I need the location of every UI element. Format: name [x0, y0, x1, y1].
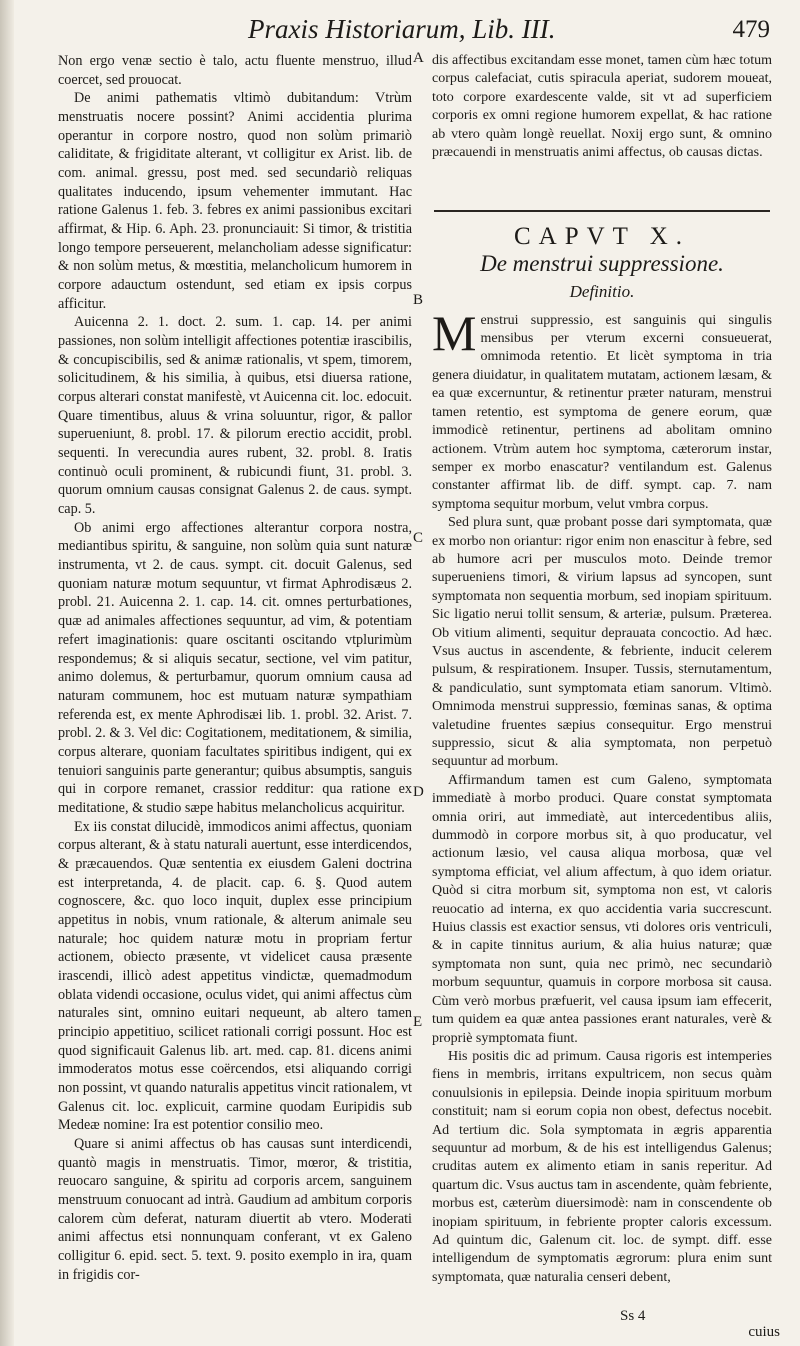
- chapter-subtitle: De menstrui suppressione.: [480, 250, 724, 276]
- paragraph: Quare si animi affectus ob has causas sunt interdicendi, quantò magis in menstruatis. Timor, mœror, & tristitia, reuocaro sanguine, & spiritu ad corporis arcem, sanguinem menstruum conuocant ad intrà. Gaudium ad ambitum corporis calorem cùm deferat, naturam diuertit ab vtero. Moderati animi affectus etsi nonnunquam conferant, vt ex Galeno colligitur 6. epid. sect. 5. text. 9. posito exemplo in ira, quam in frigidis cor-: [58, 1135, 412, 1283]
- paragraph: Sed plura sunt, quæ probant posse dari symptomata, quæ ex morbo non oriantur: rigor enim non enascitur à febre, sed ab humore acri per musculos moto. Deinde tremor superueniens timori, & virium lapsus ad syncopen, sunt symptomata non sequentia morbum, sed inopiam spirituum. Sic ligatio nerui tollit sensum, & arteriæ, pulsum. Præterea. Ob vitium alimenti, sequitur deprauata concoctio. Ad hæc. Vsus auctus in ascendente, & febriente, inducit celerem pulsum, & respirationem. Insuper. Tussis, sternutamentum, & pandiculatio, sunt symptomata etiam sanorum. Vltimò. Omnimoda menstrui suppressio, fœminas sanas, & optima valetudine fruentes sæpius consequitur. Ergo menstrui suppressio, sicut & alia symptomata, non perpetuò sequuntur ad morbum.: [432, 515, 772, 770]
- margin-letter-d: D: [413, 784, 424, 800]
- paragraph-text: enstrui suppressio, est sanguinis qui singulis mensibus per vterum excerni consueuerat, omnimoda retentio. Et licèt symptoma in tria genera diuidatur, in qualitatem mutatam, actionem læsam, & ea quæ excernuntur, & retinentur præter naturam, menstrui tamen retentio, est symptoma de genere eorum, quæ immodicè retinentur, pertinens ad abolitam omnino actionem. Vtrùm autem hoc symptoma, cæterorum instar, semper ex morbo enascatur? ventilandum est. Galenus constanter affirmat lib. de diff. sympt. cap. 7. nam symptoma sequitur morbum, velut vmbra corpus.: [432, 312, 772, 512]
- left-column: [58, 52, 412, 1284]
- paragraph: Auicenna 2. 1. doct. 2. sum. 1. cap. 14. per animi passiones, non solùm intelligit affectiones potentiæ irascibilis, & concupiscibilis, sed & animæ rationalis, vt spem, timorem, solicitudinem, & his similia, à quibus, etsi diuersa ratione, corpus alterari constat manifestè, vt Auicenna cit. loc. edocuit. Quare timentibus, aluus & vrina soluuntur, rigor, & pallor superueniunt, 8. probl. 17. & pilorum erectio accidit, probl. sequenti. In verecundia aures rubent, 32. probl. 8. Iratis continuò oculi prominent, & rubicundi fiunt, 31. probl. 3. quorum omnium causas consignat Galenus 2. de caus. sympt. cap. 5.: [58, 314, 412, 518]
- drop-capital: M: [432, 304, 477, 361]
- running-title: Praxis Historiarum, Lib. III.: [248, 14, 556, 44]
- signature-mark: Ss 4: [620, 1308, 646, 1324]
- margin-letter-a: A: [413, 50, 424, 66]
- right-column: [432, 52, 772, 1287]
- paragraph: Non ergo venæ sectio è talo, actu fluente menstruo, illud coercet, sed prouocat.: [58, 53, 412, 88]
- page-header: [70, 12, 770, 46]
- paragraph: Ob animi ergo affectiones alterantur corpora nostra, mediantibus spiritu, & sanguine, non solùm quia sunt naturæ instrumenta, vt 2. de caus. sympt. cit. docuit Galenus, sed quoniam naturæ motum sequuntur, vt firmat Aphrodisæus 2. probl. 21. Auicenna 2. 1. cap. 14. cit. omnes perturbationes, quæ ad animales affectiones sequuntur, ad vim, & potentiam refert imaginationis: quare oscitanti oscitando vtplurimùm respondemus; & si aliquis secatur, sectione, vel vim patitur, animo dolemus, & perturbamur, quorum omnium causa ad naturam communem, hoc est mutuam naturæ sympathiam referenda est, ex mente Aphrodisæi lib. 1. probl. 32. Arist. 7. probl. 2. & 3. Vel dic: Cogitationem, meditationem, & similia, corpus alterare, quoniam facultates spiritibus indigent, qui ex tenuiori sanguinis parte generantur; quibus absumptis, sanguis qui in corpore remanet, crassior redditur: qua ratione ex meditatione, & studio sæpe habitus melancholicus acquiritur.: [58, 519, 412, 816]
- page-gutter-shadow: [0, 0, 14, 1346]
- margin-letter-e: E: [413, 1014, 423, 1030]
- definition-paragraph: [432, 304, 772, 514]
- chapter-rule: [434, 210, 770, 212]
- catchword: cuius: [748, 1324, 780, 1340]
- margin-letter-b: B: [413, 292, 424, 308]
- paragraph: dis affectibus excitandam esse monet, tamen cùm hæc totum corpus calefaciat, cutis spiracula aperiat, sudorem moueat, toto corpore exardescente valde, sit vt ad superficiem corporis ex omni regione humorem expellat, & hac ratione ab vtero quàm longè reuellat. Noxij ergo sunt, & omnino præcauendi in menstruatis animi affectus, ob causas dictas.: [432, 53, 772, 161]
- paragraph: His positis dic ad primum. Causa rigoris est intemperies fiens in membris, irritans expultricem, non secus quàm conuulsionis in epilepsia. Deinde inopia spirituum morbum constituit; nam si eorum copia non obest, defectus nocebit. Ad tertium dic. Sola symptomata in ægris apparentia sequuntur ad morbum, & de his est intelligendus Galenus; cruditas autem ex alimento etiam in sanis reperitur. Ad quartum dic. Vsus auctus tam in ascendente, quàm febriente, morbus est, cæterùm diuersimodè: nam in conscendente ob inopiam spirituum, in febriente propter caloris excessum. Ad quintum dic, Galenum cit. loc. de sympt. diff. esse intelligendum de symptomatis ægrorum: plura enim sunt symptomata, quæ naturalia censeri debent,: [432, 1048, 772, 1285]
- chapter-title: CAPVT X.: [513, 223, 691, 251]
- paragraph: Affirmandum tamen est cum Galeno, symptomata immediatè à morbo produci. Quare constat symptomata omnia oriri, aut immediatè, aut intercedentibus aliis, dummodò in corpore morbus sit, à quo producatur, vel actionum læsio, vel causa aliqua morbosa, quæ vel symptoma efficiat, vel alium affectum, à quo idem oriatur. Quòd si citra morbum sit, symptoma non est, vt caloris reuocatio ad interna, ex quo accidentia varia succrescunt. Huius classis est exactior sensus, vti dolores oris ventriculi, & in capite tinnitus aurium, & alia huius naturæ; quæ symptomata non sunt, quia nec primò, nec secundariò morbum sequuntur, quamuis in corpore morbosa sit causa. Cùm verò morbus præfuerit, vel causa ipsum iam effecerit, tum quidem ea quæ antea passiones erant naturales, verè & propriè symptomata fiunt.: [432, 772, 772, 1046]
- margin-letter-c: C: [413, 530, 424, 546]
- paragraph: Ex iis constat dilucidè, immodicos animi affectus, quoniam corpus alterant, & à statu naturali auertunt, esse interdicendos, & præcauendos. Quæ sententia ex eiusdem Galeni doctrina est interpretanda, 4. de placit. cap. 6. §. Quod autem cognoscere, &c. quo loco inquit, duplex esse principium appetitus in nobis, vnum rationale, & alterum animale seu naturale; hoc quidem naturæ motu in propriam fertur actionem, obiecto præsente, vt videlicet causa præsente irascendi, illicò adest appetitus vindictæ, quemadmodum oblata videndi occasione, oculus videt, qui animi affectus cùm naturales sint, omnino euitari nequeunt, ab altero tamen principio appetitiuo, scilicet rationali corrigi possunt. Hoc est quod significauit Galenus lib. art. med. cap. 81. dicens animi immoderatos motus esse coërcendos, etsi aliquando corrigi non possint, vt quando naturalis appetitus vincit rationalem, vt Galenus cit. loc. explicuit, carmine quodam Euripidis sub Medeæ nomine: Ira est potentior consilio meo.: [58, 818, 412, 1134]
- page-number: 479: [732, 16, 770, 43]
- page-footer: [600, 1308, 780, 1340]
- section-heading: Definitio.: [569, 282, 635, 302]
- paragraph: De animi pathematis vltimò dubitandum: Vtrùm menstruatis nocere possint? Animi accidentia plurima operantur in corpore nostro, quod non solùm primariò caliditate, & frigiditate alterant, vt colligitur ex Arist. lib. de com. animal. gressu, post med. sed secundariò reliquas qualitates inducendo, ipsum vehementer immutant. Hac ratione Galenus 1. feb. 3. febres ex animi passionibus excitari affirmat, & Hip. 6. Aph. 23. pronunciauit: Si timor, & tristitia longo tempore perseuerent, melancholiam adesse significatur: & non solùm metus, & mœstitia, melancholicum humorem in corpore adauctum ostendunt, sed etiam ex ipsis corpus afficitur.: [58, 90, 412, 312]
